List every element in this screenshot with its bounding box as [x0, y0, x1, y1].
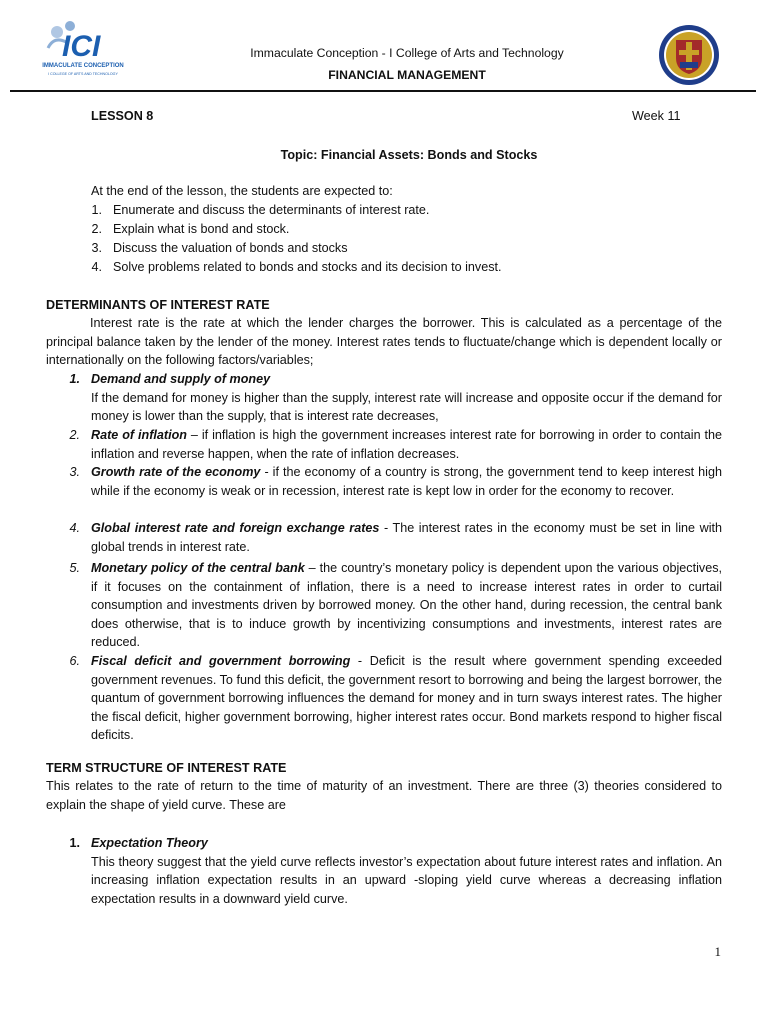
determinant-number: 1. — [69, 372, 80, 386]
determinant-text: - Deficit is the result where government spending exceeded government revenues. To fund this deficit, the government resort to borrowing and being the largest borrower, the quantum of government borrowing influences the demand for money and in turn sways interest rates. The higher the fiscal deficit, higher government borrowing, higher interest rates occur. Bond markets respond to higher fiscal deficits. — [91, 654, 722, 742]
determinant-text: If the demand for money is higher than the supply, interest rate will increase and opposite occur if the demand for money is lower than the supply, that is interest rate decreases, — [91, 390, 722, 423]
determinant-item — [91, 426, 722, 463]
term-structure-heading: TERM STRUCTURE OF INTEREST RATE — [46, 761, 287, 775]
course-title: FINANCIAL MANAGEMENT — [328, 68, 486, 82]
determinant-number: 6. — [69, 654, 80, 668]
objective-number: 3. — [91, 241, 102, 255]
determinant-item — [91, 559, 722, 652]
determinants-heading: DETERMINANTS OF INTEREST RATE — [46, 298, 270, 312]
determinant-title: Demand and supply of money — [91, 372, 271, 386]
determinant-title: Monetary policy of the central bank — [91, 561, 305, 575]
term-structure-intro: This relates to the rate of return to the time of maturity of an investment. There are three (3) theories considered to explain the shape of yield curve. These are — [46, 779, 722, 812]
determinant-title: Global interest rate and foreign exchange rates — [91, 521, 380, 535]
determinant-number: 2. — [69, 428, 80, 442]
determinant-number: 4. — [69, 521, 80, 535]
objective-item: Explain what is bond and stock. — [113, 222, 290, 236]
logo-text: ICI — [62, 30, 101, 63]
determinant-title: Growth rate of the economy — [91, 465, 261, 479]
determinant-number: 5. — [69, 561, 80, 575]
logo-caption: IMMACULATE CONCEPTION — [42, 63, 124, 69]
theory-text: This theory suggest that the yield curve reflects investor’s expectation about future interest rates and inflation. An increasing inflation expectation results in an upward -sloping yield curve whereas a decreasing inflation expectation results in a downward yield curve. — [91, 854, 722, 906]
theory-item — [91, 834, 722, 908]
determinant-title: Rate of inflation — [91, 428, 187, 442]
header-divider — [10, 90, 756, 92]
objective-item: Enumerate and discuss the determinants of interest rate. — [113, 203, 430, 217]
objective-item: Solve problems related to bonds and stocks and its decision to invest. — [113, 260, 502, 274]
determinant-item — [91, 652, 722, 745]
determinant-title: Fiscal deficit and government borrowing — [91, 654, 351, 668]
determinant-text: - if the economy of a country is strong, the government tend to keep interest high while if the economy is weak or in recession, interest rate is kept low in order for the economy to recover. — [91, 465, 722, 498]
determinant-number: 3. — [69, 465, 80, 479]
objective-number: 1. — [91, 203, 102, 217]
page-number: 1 — [714, 944, 721, 959]
topic-title: Topic: Financial Assets: Bonds and Stocks — [280, 148, 538, 162]
determinants-intro: Interest rate is the rate at which the lender charges the borrower. This is calculated as a percentage of the principal balance taken by the lender of the money. Interest rates tends to fluctuate/change which is dependent locally or internationally on the following factors/variables; — [46, 316, 722, 367]
determinant-text: – if inflation is high the government increases interest rate for borrowing in order to contain the inflation and reverse happen, when the rate of inflation decreases. — [91, 428, 722, 461]
determinant-item — [91, 370, 722, 426]
objective-number: 4. — [91, 260, 102, 274]
determinant-item — [91, 463, 722, 500]
determinant-text: – the country’s monetary policy is dependent upon the various objectives, if it focuses on the containment of inflation, there is a need to increase interest rates in order to curtail consumption and investments driven by borrowed money. On the other hand, during recession, the central bank does otherwise, that is to induce growth by incentivizing consumptions and investments, interest rates are reduced. — [91, 561, 722, 649]
theory-number: 1. — [69, 836, 80, 850]
college-name: Immaculate Conception - I College of Arts and Technology — [250, 46, 564, 60]
lesson-label: LESSON 8 — [91, 109, 154, 123]
determinant-item — [91, 519, 722, 556]
week-label: Week 11 — [632, 109, 681, 123]
objectives-intro: At the end of the lesson, the students are expected to: — [91, 184, 393, 198]
objective-number: 2. — [91, 222, 102, 236]
logo-subcaption: I COLLEGE OF ARTS AND TECHNOLOGY — [48, 72, 118, 76]
determinant-text: - The interest rates in the economy must be set in line with global trends in interest rate. — [91, 521, 722, 554]
objective-item: Discuss the valuation of bonds and stocks — [113, 241, 348, 255]
theory-title: Expectation Theory — [91, 836, 208, 850]
